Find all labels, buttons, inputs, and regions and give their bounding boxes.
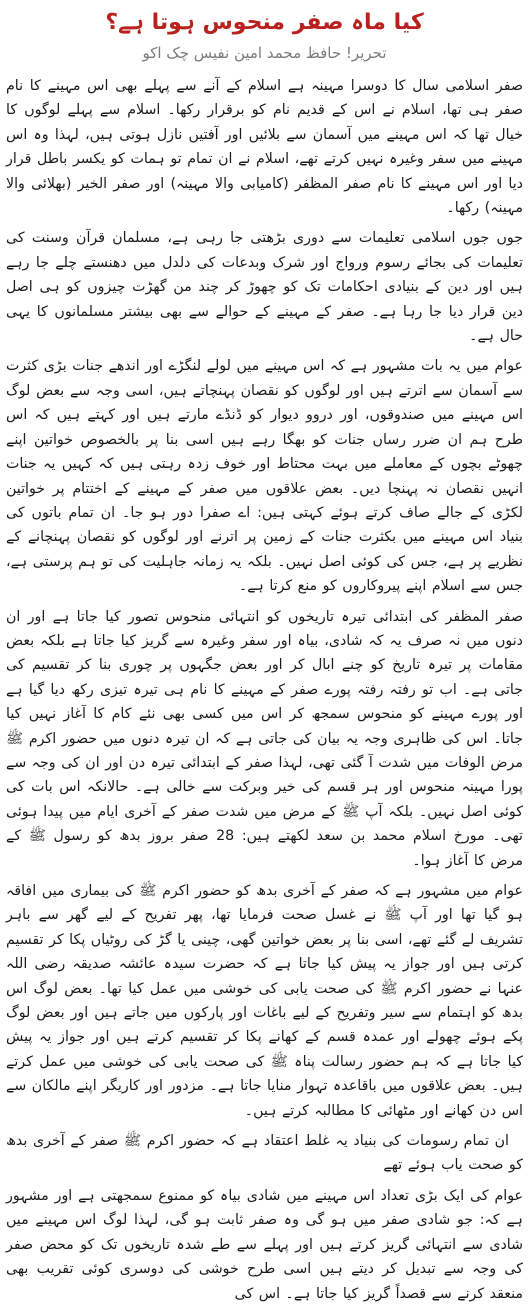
article-paragraph: عوام کی ایک بڑی تعداد اس مہینے میں شادی بیاہ کو ممنوع سمجھتی ہے اور مشہور ہے کہ: جو شادی صفر میں ہو گی وہ صفر ثابت ہو گی، لہذا لوگ اس مہینے میں شادی سے انتہائی گریز کرتے ہیں اور پہلے سے طے شدہ تاریخوں تک کو محض صفر کی وجہ سے تبدیل کر دیتے ہیں اسی طرح خوشی کی دوسری کوئی تقریب بھی منعقد کرنے سے قصداً گریز کیا جاتا ہے۔ اس کی xyxy=(6,1187,523,1302)
article-byline: تحریر! حافظ محمد امین نفیس چک اکو xyxy=(142,44,387,62)
article-paragraph: صفر اسلامی سال کا دوسرا مہینہ ہے اسلام کے آنے سے پہلے بھی اس مہینے کا نام صفر ہی تھا، اسلام نے اس کے قدیم نام کو برقرار رکھا۔ اسلام سے پہلے لوگوں کا خیال تھا کہ اس مہینے میں آسمان سے بلائیں اور آفتیں نازل ہوتی ہیں، لہذا وہ اس مہینے میں سفر وغیرہ نہیں کرتے تھے، اسلام نے ان تمام تو ہمات کو یکسر باطل قرار دیا اور اس مہینے کا نام صفر المظفر (کامیابی والا مہینہ) اور صفر الخیر (بھلائی والا مہینہ) رکھا۔ xyxy=(6,78,523,217)
article-paragraph: عوام میں مشہور ہے کہ صفر کے آخری بدھ کو حضور اکرم ﷺ کی بیماری میں افاقہ ہو گیا تھا اور آپ ﷺ نے غسل صحت فرمایا تھا، پھر تفریح کے لیے گھر سے باہر تشریف لے گئے تھے، اسی بنا پر بعض خواتین گھی، چینی یا گڑ کی روٹیاں پکا کر تقسیم کرتی ہیں اور جواز یہ پیش کیا جاتا ہے کہ حضرت سیدہ عائشہ صدیقہ رضی اللہ عنہا نے حضور اکرم ﷺ کی صحت یابی کی خوشی میں عمل کیا تھا۔ بعض لوگ اس بدھ کو اہتمام سے سیر وتفریح کے لیے باغات اور پارکوں میں جاتے ہیں اور بعض لوگ پکے ہوئے چھولے اور عمدہ قسم کے کھانے پکا کر تقسیم کرتے ہیں اور جواز یہ پیش کیا جاتا ہے کہ ہم حضور رسالت پناہ ﷺ کی صحت یابی کی خوشی میں عمل کرتے ہیں۔ بعض علاقوں میں باقاعدہ تہوار منایا جاتا ہے۔ مزدور اور کاریگر اپنے مالکان سے اس دن کھانے اور مٹھائی کا مطالبہ کرتے ہیں۔ xyxy=(6,883,523,1119)
article-paragraph: صفر المظفر کی ابتدائی تیرہ تاریخوں کو انتہائی منحوس تصور کیا جاتا ہے اور ان دنوں میں نہ صرف یہ کہ شادی، بیاہ اور سفر وغیرہ سے گریز کیا جاتا ہے بلکہ بعض مقامات پر تیرہ تاریخ کو چنے ابال کر اور بعض جگہوں پر چوری بنا کر تقسیم کی جاتی ہے۔ اب تو رفتہ رفتہ پورے صفر کے مہینے کا نام ہی تیرہ تیزی رکھ دیا گیا ہے اور پورے مہینے کو منحوس سمجھ کر اس میں کسی بھی نئے کام کا آغاز نہیں کیا جاتا۔ اس کی ظاہری وجہ یہ بیان کی جاتی ہے کہ ان تیرہ دنوں میں حضور اکرم ﷺ مرض الوفات میں شدت آ گئی تھی، لہذا صفر کے ابتدائی تیرہ دن اور ان کی وجہ سے پورا مہینہ منحوس اور ہر قسم کی خیر وبرکت سے خالی ہے۔ حالانکہ اس بات کی کوئی اصل نہیں۔ بلکہ آپ ﷺ کے مرض میں شدت صفر کے آخری ایام میں پیدا ہوئی تھی۔ مورخ اسلام محمد بن سعد لکھتے ہیں: 28 صفر بروز بدھ کو رسول ﷺ کے مرض کا آغاز ہوا۔ xyxy=(6,608,523,869)
article-body xyxy=(6,74,523,1306)
article-paragraph: جوں جوں اسلامی تعلیمات سے دوری بڑھتی جا رہی ہے، مسلمان قرآن وسنت کی تعلیمات کی بجائے رسوم ورواج اور شرک وبدعات کی دلدل میں دھنستے چلے جا رہے ہیں اور دین کے بنیادی احکامات تک کو چھوڑ کر چند من گھڑت چیزوں کو ہی اصل دین قرار دیا جا رہا ہے۔ صفر کے مہینے کے حوالے سے بھی بیشتر مسلمانوں کا یہی حال ہے۔ xyxy=(6,230,523,345)
article-paragraph: ان تمام رسومات کی بنیاد یہ غلط اعتقاد ہے کہ حضور اکرم ﷺ صفر کے آخری بدھ کو صحت یاب ہوئے تھے xyxy=(6,1133,523,1174)
article-paragraph: عوام میں یہ بات مشہور ہے کہ اس مہینے میں لولے لنگڑے اور اندھے جنات بڑی کثرت سے آسمان سے اترتے ہیں اور لوگوں کو نقصان پہنچاتے ہیں، اسی وجہ سے بعض لوگ اس مہینے میں صندوقوں، اور دروو دیوار کو ڈنڈے مارتے ہیں اور کہتے ہیں کہ اس طرح ہم ان ضرر رساں جنات کو بھگا رہے ہیں اسی بنا پر بالخصوص خواتین اپنے چھوٹے بچوں کے معاملے میں بہت محتاط اور خوف زدہ رہتی ہیں کہ کہیں یہ جنات انہیں نقصان نہ پہنچا دیں۔ بعض علاقوں میں صفر کے مہینے کے اختتام پر خواتین لکڑی کے جالے صاف کرتے ہوئے کہتی ہیں: اے صفرا دور ہو جا۔ ان تمام باتوں کی بنیاد اس مہینے میں بکثرت جنات کے زمین پر اترنے اور لوگوں کو نقصان پہنچانے کے نظریے پر ہے، جس کی کوئی اصل نہیں۔ بلکہ یہ زمانہ جاہلیت کی تو ہم پرستی ہے، جس سے اسلام اپنے پیروکاروں کو منع کرتا ہے۔ xyxy=(6,358,523,595)
article-title: کیا ماہ صفر منحوس ہوتا ہے؟ xyxy=(105,10,424,35)
